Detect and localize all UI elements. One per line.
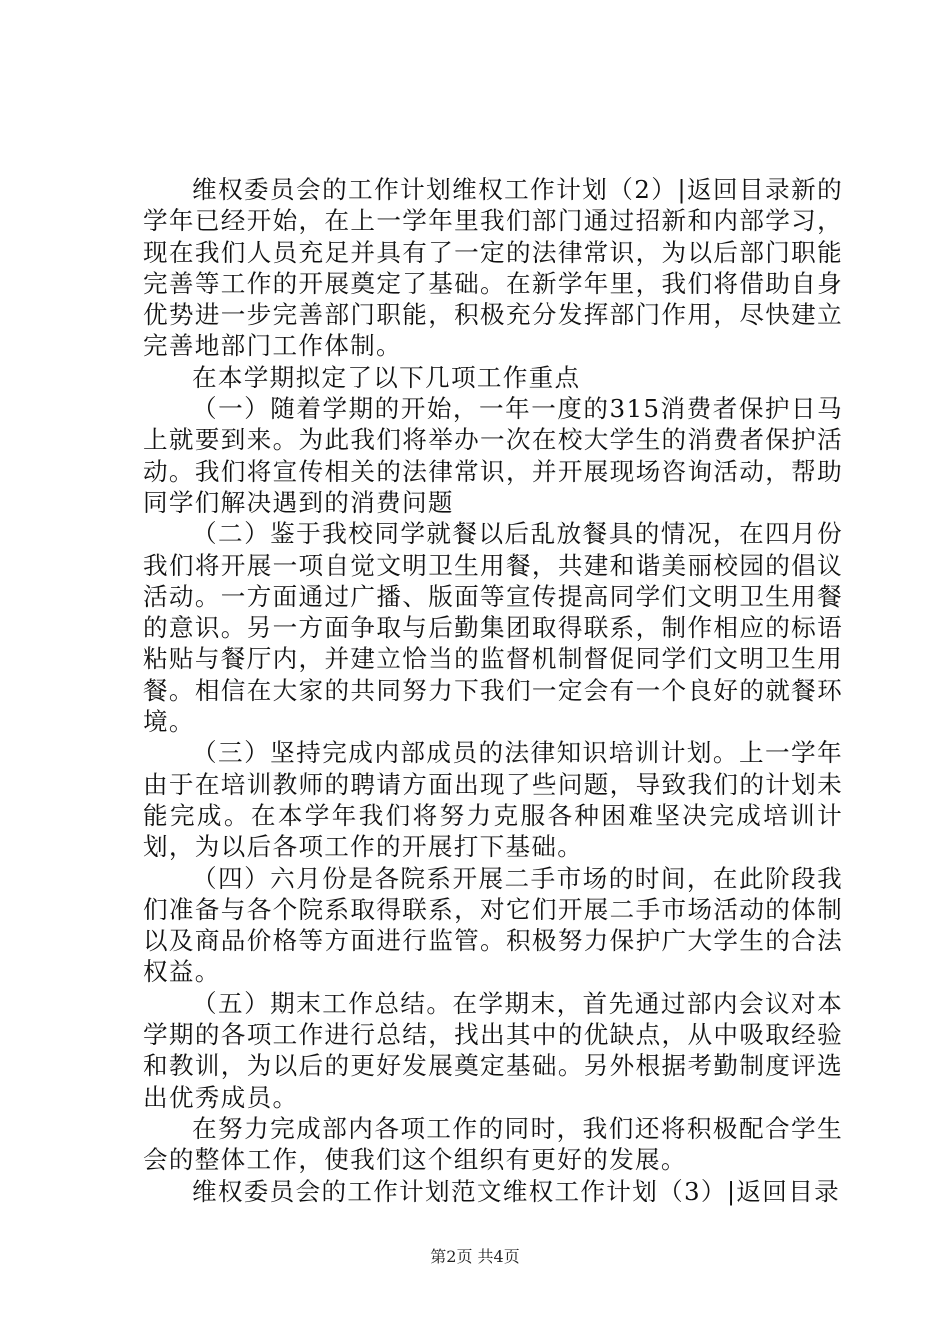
paragraph-item-5: （五）期末工作总结。在学期末，首先通过部内会议对本学期的各项工作进行总结，找出其中的优缺点，从中吸取经验和教训，为以后的更好发展奠定基础。另外根据考勤制度评选出优秀成员。: [143, 988, 843, 1112]
paragraph-item-4: （四）六月份是各院系开展二手市场的时间，在此阶段我们准备与各个院系取得联系，对它们开展二手市场活动的体制以及商品价格等方面进行监管。积极努力保护广大学生的合法权益。: [143, 863, 843, 987]
paragraph-closing: 在努力完成部内各项工作的同时，我们还将积极配合学生会的整体工作，使我们这个组织有更好的发展。: [143, 1113, 843, 1175]
page-footer: 第2页 共4页: [430, 1247, 520, 1266]
paragraph-intro: 维权委员会的工作计划维权工作计划（2）|返回目录新的学年已经开始，在上一学年里我们部门通过招新和内部学习，现在我们人员充足并具有了一定的法律常识，为以后部门职能完善等工作的开展奠定了基础。在新学年里，我们将借助自身优势进一步完善部门职能，积极充分发挥部门作用，尽快建立完善地部门工作体制。: [143, 175, 843, 361]
paragraph-item-2: （二）鉴于我校同学就餐以后乱放餐具的情况，在四月份我们将开展一项自觉文明卫生用餐，共建和谐美丽校园的倡议活动。一方面通过广播、版面等宣传提高同学们文明卫生用餐的意识。另一方面争取与后勤集团取得联系，制作相应的标语粘贴与餐厅内，并建立恰当的监督机制督促同学们文明卫生用餐。相信在大家的共同努力下我们一定会有一个良好的就餐环境。: [143, 519, 843, 737]
paragraph-heading: 在本学期拟定了以下几项工作重点: [192, 362, 581, 392]
paragraph-item-1: （一）随着学期的开始，一年一度的315消费者保护日马上就要到来。为此我们将举办一次在校大学生的消费者保护活动。我们将宣传相关的法律常识，并开展现场咨询活动，帮助同学们解决遇到的消费问题: [143, 394, 843, 517]
paragraph-next-section: 维权委员会的工作计划范文维权工作计划（3）|返回目录: [192, 1176, 840, 1206]
paragraph-item-3: （三）坚持完成内部成员的法律知识培训计划。上一学年由于在培训教师的聘请方面出现了些问题，导致我们的计划未能完成。在本学年我们将努力克服各种困难坚决完成培训计划，为以后各项工作的开展打下基础。: [143, 738, 843, 862]
document-body: [143, 174, 843, 1207]
